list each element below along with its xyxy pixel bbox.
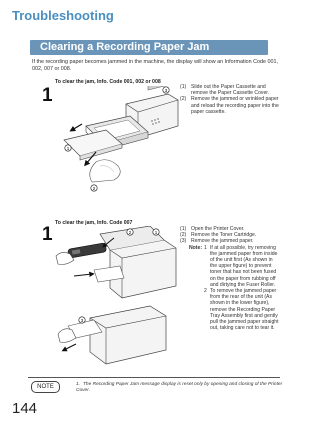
paper-cassette-illustration — [56, 86, 180, 198]
step-number: (2) — [180, 232, 187, 239]
svg-text:1: 1 — [66, 146, 70, 151]
page-title: Troubleshooting — [12, 8, 114, 23]
callout-3 — [163, 87, 169, 93]
footer-note — [76, 382, 288, 394]
note-item — [180, 245, 280, 288]
procedure-1-steps — [180, 84, 280, 115]
note-number: 2 — [204, 288, 207, 295]
callout-3 — [79, 317, 85, 323]
procedure-2-heading: To clear the jam, Info. Code 007 — [55, 220, 133, 226]
callout-2 — [127, 229, 133, 235]
step-text: Slide out the Paper Cassette and remove the Paper Cassette Cover. — [191, 84, 270, 97]
note-text: If at all possible, try removing the jammed paper from inside of the unit first (As shown in the upper figure) to prevent toner that has not been fused on the paper from rubbing off and dirtying the Fuser Roller. — [210, 244, 278, 288]
step-number: (1) — [180, 84, 187, 90]
callout-1 — [65, 145, 71, 151]
section-banner — [30, 40, 268, 55]
step-text: Remove the jammed paper. — [191, 238, 254, 245]
procedure-2-steps — [180, 226, 280, 331]
callout-2 — [91, 185, 97, 191]
svg-text:3: 3 — [164, 88, 168, 93]
printer-cover-illustration — [54, 226, 178, 368]
svg-text:1: 1 — [154, 230, 158, 235]
note-item — [180, 288, 280, 331]
procedure-1-heading: To clear the jam, Info. Code 001, 002 or 008 — [55, 79, 161, 85]
step-item — [180, 84, 280, 96]
section-title: Clearing a Recording Paper Jam — [40, 41, 210, 53]
callout-1 — [153, 229, 159, 235]
footer-note-number: 1. — [76, 382, 81, 387]
svg-text:2: 2 — [92, 186, 96, 191]
step-number: (3) — [180, 238, 187, 245]
note-label: Note: — [189, 244, 203, 251]
intro-paragraph: If the recording paper becomes jammed in the machine, the display will show an Information Code 001, 002, 007 or 008. — [32, 59, 279, 72]
procedure-2-step-number: 1 — [42, 224, 53, 245]
svg-text:2: 2 — [128, 230, 132, 235]
footer-divider — [28, 377, 280, 378]
svg-text:3: 3 — [80, 318, 84, 323]
page-number: 144 — [12, 400, 38, 417]
step-item — [180, 96, 280, 115]
step-text: Remove the Toner Cartridge. — [191, 232, 257, 239]
step-text: Remove the jammed or wrinkled paper and reload the recording paper into the paper cassette. — [191, 96, 279, 115]
step-text: Open the Printer Cover. — [191, 226, 245, 232]
step-number: (2) — [180, 96, 187, 103]
step-number: (1) — [180, 226, 187, 232]
note-number: 1 — [204, 244, 207, 251]
footer-note-text: The Recording Paper Jam message display is reset only by opening and closing of the Printer Cover. — [76, 382, 283, 393]
note-badge: NOTE — [31, 381, 60, 393]
note-text: To remove the jammed paper from the rear of the unit (As shown in the lower figure), remove the Recording Paper Tray Assembly first and gently pull the jammed paper straight out, taking care not to tear it. — [210, 288, 279, 332]
procedure-1-step-number: 1 — [42, 85, 53, 106]
